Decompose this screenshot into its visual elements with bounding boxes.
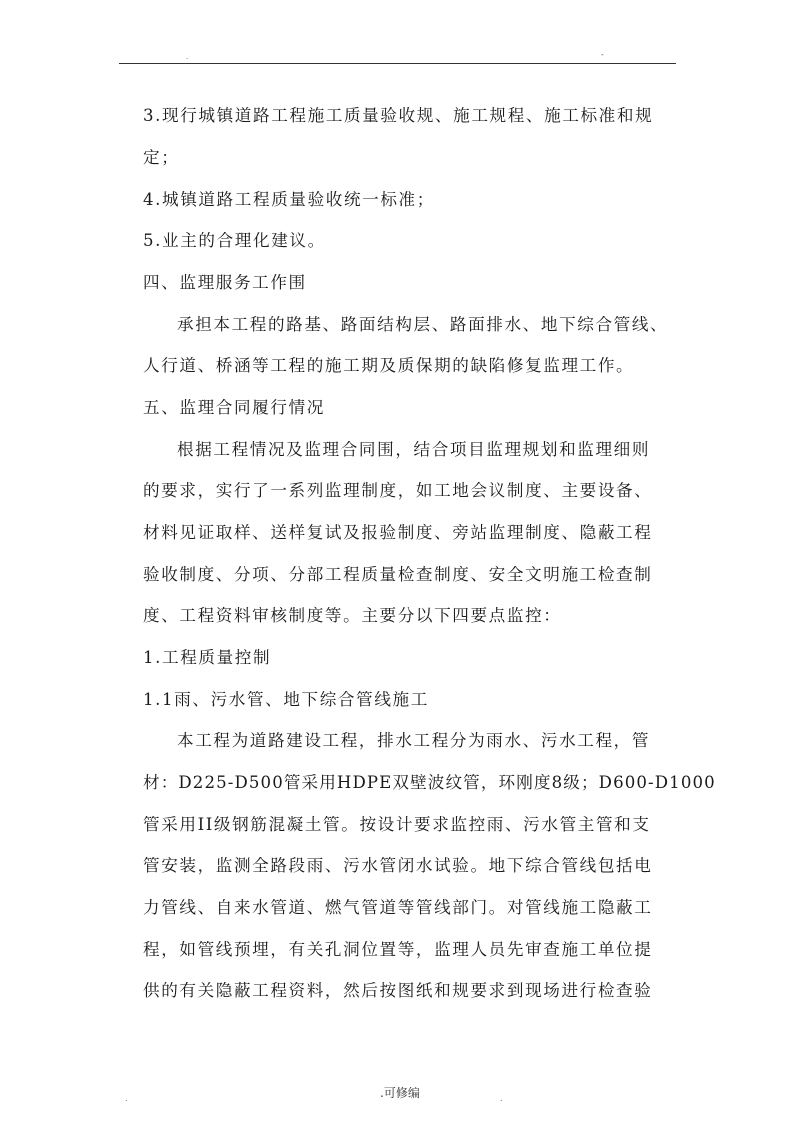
text-line: 力管线、自来水管道、燃气管道等管线部门。对管线施工隐蔽工 <box>143 898 653 917</box>
text-line: 管安装，监测全路段雨、污水管闭水试验。地下综合管线包括电 <box>143 856 653 875</box>
footer-right-dot: . <box>500 1094 503 1103</box>
section-heading: 四、监理服务工作围 <box>143 273 307 292</box>
header-right-mark: - <box>601 50 604 59</box>
text-line: 根据工程情况及监理合同围，结合项目监理规划和监理细则 <box>177 440 651 459</box>
text-line: 承担本工程的路基、路面结构层、路面排水、地下综合管线、 <box>177 315 669 334</box>
footer-text: .可修编 <box>380 1086 420 1100</box>
text-line: 定； <box>143 148 180 167</box>
footer-left-dot: . <box>125 1094 128 1103</box>
text-line: 验收制度、分项、分部工程质量检查制度、安全文明施工检查制 <box>143 565 653 584</box>
text-line: 3.现行城镇道路工程施工质量验收规、施工规程、施工标准和规 <box>143 106 654 125</box>
subsection-heading: 1.1雨、污水管、地下综合管线施工 <box>143 690 429 709</box>
text-line: 5.业主的合理化建议。 <box>143 231 326 250</box>
text-line: 材：D225-D500管采用HDPE双壁波纹管，环刚度8级；D600-D1000 <box>143 773 716 792</box>
text-line: 管采用II级钢筋混凝土管。按设计要求监控雨、污水管主管和支 <box>143 815 651 834</box>
header-left-mark: . <box>186 52 189 61</box>
text-line: 材料见证取样、送样复试及报验制度、旁站监理制度、隐蔽工程 <box>143 523 653 542</box>
subsection-heading: 1.工程质量控制 <box>143 648 272 667</box>
section-heading: 五、监理合同履行情况 <box>143 398 325 417</box>
text-line: 本工程为道路建设工程，排水工程分为雨水、污水工程，管 <box>177 731 651 750</box>
text-line: 的要求，实行了一系列监理制度，如工地会议制度、主要设备、 <box>143 481 653 500</box>
text-line: 人行道、桥涵等工程的施工期及质保期的缺陷修复监理工作。 <box>143 356 635 375</box>
text-line: 度、工程资料审核制度等。主要分以下四要点监控： <box>143 606 562 625</box>
text-line: 程，如管线预埋，有关孔洞位置等，监理人员先审查施工单位提 <box>143 940 653 959</box>
text-line: 供的有关隐蔽工程资料，然后按图纸和规要求到现场进行检查验 <box>143 981 653 1000</box>
header-rule <box>119 63 676 64</box>
text-line: 4.城镇道路工程质量验收统一标准； <box>143 190 435 209</box>
